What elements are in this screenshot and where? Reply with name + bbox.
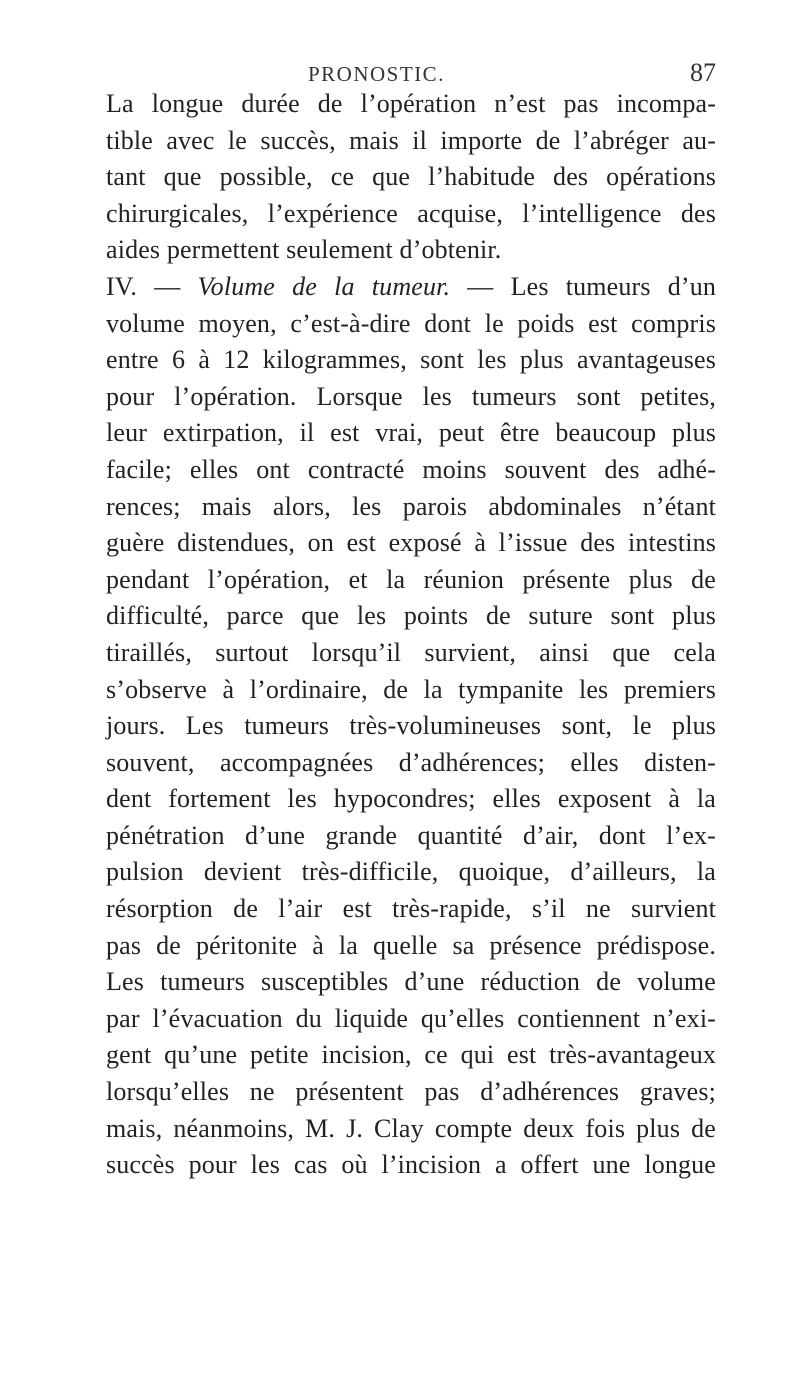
text-line: tible avec le succès, mais il importe de l’abréger au-: [106, 125, 716, 155]
text-line: jours. Les tumeurs très-volumineuses sont, le plus: [106, 711, 716, 741]
text-line: tiraillés, surtout lorsqu’il survient, ainsi que cela: [106, 637, 716, 667]
text-line: entre 6 à 12 kilogrammes, sont les plus avantageuses: [106, 345, 716, 375]
section-numeral: IV. —: [106, 271, 198, 301]
text-line: s’observe à l’ordinaire, de la tympanite les premiers: [106, 674, 716, 704]
text-line: facile; elles ont contracté moins souvent des adhé-: [106, 454, 716, 484]
text-line: lorsqu’elles ne présentent pas d’adhérences graves;: [106, 1077, 716, 1107]
body-text: [106, 86, 716, 1184]
page-number: 87: [690, 58, 716, 87]
text-line: aides permettent seulement d’obtenir.: [106, 235, 502, 265]
running-title: PRONOSTIC.: [308, 62, 445, 86]
section-heading-line: [106, 269, 716, 306]
text-line: pénétration d’une grande quantité d’air, dont l’ex-: [106, 820, 716, 850]
text-line: succès pour les cas où l’incision a offert une longue: [106, 1150, 716, 1180]
text-line: difficulté, parce que les points de suture sont plus: [106, 601, 716, 631]
text-line: Les tumeurs susceptibles d’une réduction de volume: [106, 967, 716, 997]
text-line: tant que possible, ce que l’habitude des opérations: [106, 162, 716, 192]
text-line: leur extirpation, il est vrai, peut être beaucoup plus: [106, 418, 716, 448]
text-line: guère distendues, on est exposé à l’issue des intestins: [106, 528, 716, 558]
text-line: rences; mais alors, les parois abdominales n’étant: [106, 491, 716, 521]
text-line: pour l’opération. Lorsque les tumeurs sont petites,: [106, 381, 716, 411]
text-line: La longue durée de l’opération n’est pas incompa-: [106, 89, 716, 118]
text-line: pulsion devient très-difficile, quoique, d’ailleurs, la: [106, 857, 716, 887]
text-line: résorption de l’air est très-rapide, s’il ne survient: [106, 894, 716, 924]
text-line: volume moyen, c’est-à-dire dont le poids est compris: [106, 308, 716, 338]
section-title: Volume de la tumeur.: [197, 271, 451, 301]
text-line: dent fortement les hypocondres; elles exposent à la: [106, 784, 716, 814]
text-line: pas de péritonite à la quelle sa présence prédispose.: [106, 930, 716, 960]
text-line: chirurgicales, l’expérience acquise, l’intelligence des: [106, 198, 716, 228]
text-line: mais, néanmoins, M. J. Clay compte deux fois plus de: [106, 1113, 716, 1143]
section-heading-rest: — Les tumeurs d’un: [450, 271, 717, 301]
text-line: par l’évacuation du liquide qu’elles contiennent n’exi-: [106, 1003, 716, 1033]
text-line: gent qu’une petite incision, ce qui est très-avantageux: [106, 1040, 716, 1070]
text-line: souvent, accompagnées d’adhérences; elles disten-: [106, 747, 716, 777]
text-line: pendant l’opération, et la réunion présente plus de: [106, 564, 716, 594]
